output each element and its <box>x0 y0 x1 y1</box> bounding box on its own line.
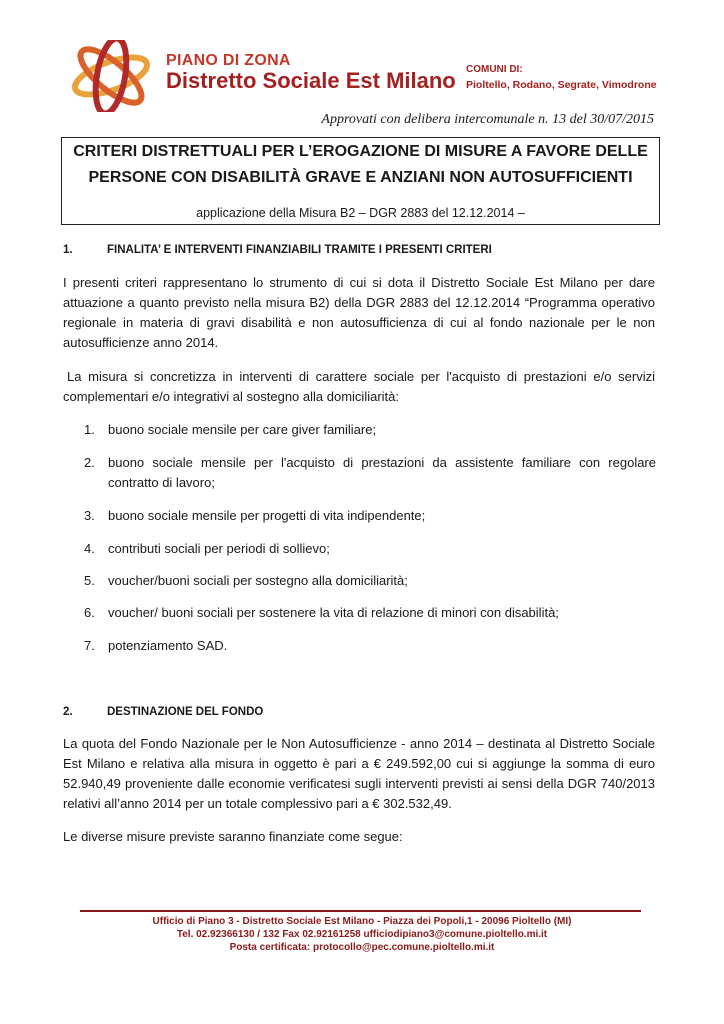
list-item-text: buono sociale mensile per care giver familiare; <box>108 422 377 437</box>
section-2-title: DESTINAZIONE DEL FONDO <box>107 706 264 718</box>
footer-address: Ufficio di Piano 3 - Distretto Sociale Est Milano - Piazza dei Popoli,1 - 20096 Pioltello (MI) <box>152 916 572 927</box>
section-2-number: 2. <box>63 706 73 718</box>
section-1-paragraph-1: I presenti criteri rappresentano lo strumento di cui si dota il Distretto Sociale Est Milano per dare attuazione a quanto previsto nella misura B2) della DGR 2883 del 12.12.2014 “Programma operativo regionale in materia di gravi disabilità e non autosufficienza di cui al fondo nazionale per le non autosufficienze anno 2014. <box>63 275 655 350</box>
list-item-number: 2. <box>84 455 95 470</box>
comuni-list: Pioltello, Rodano, Segrate, Vimodrone <box>466 79 657 91</box>
section-1-number: 1. <box>63 244 73 256</box>
footer-divider <box>80 910 641 912</box>
section-1-paragraph-2: La misura si concretizza in interventi di carattere sociale per l'acquisto di prestazioni e/o servizi complementari e/o integrativi al sostegno alla domiciliarità: <box>63 369 655 404</box>
section-1-title: FINALITA’ E INTERVENTI FINANZIABILI TRAMITE I PRESENTI CRITERI <box>107 244 492 256</box>
list-item-number: 3. <box>84 508 95 523</box>
approval-note: Approvati con delibera intercomunale n. 13 del 30/07/2015 <box>321 112 654 127</box>
piano-di-zona-logo-icon <box>66 40 156 112</box>
list-item-number: 4. <box>84 541 95 556</box>
list-item-text: voucher/buoni sociali per sostegno alla domiciliarità; <box>108 573 408 588</box>
footer-contacts: Tel. 02.92366130 / 132 Fax 02.92161258 ufficiodipiano3@comune.pioltello.mi.it <box>176 929 548 940</box>
footer-pec: Posta certificata: protocollo@pec.comune.pioltello.mi.it <box>229 942 495 953</box>
list-item-text: contributi sociali per periodi di sollievo; <box>108 541 330 556</box>
list-item-number: 1. <box>84 422 95 437</box>
document-title-line-2: PERSONE CON DISABILITÀ GRAVE E ANZIANI NON AUTOSUFFICIENTI <box>88 169 633 186</box>
comuni-label: COMUNI DI: <box>466 64 523 75</box>
list-item-text: buono sociale mensile per progetti di vita indipendente; <box>108 508 426 523</box>
brand-top-text: PIANO DI ZONA <box>166 52 291 69</box>
title-box <box>61 137 660 225</box>
document-subtitle: applicazione della Misura B2 – DGR 2883 del 12.12.2014 – <box>196 206 525 220</box>
brand-main-text: Distretto Sociale Est Milano <box>166 68 456 93</box>
list-item-text: buono sociale mensile per l'acquisto di prestazioni da assistente familiare con regolare contratto di lavoro; <box>108 455 656 490</box>
list-item-text: potenziamento SAD. <box>108 638 228 653</box>
list-item-text: voucher/ buoni sociali per sostenere la vita di relazione di minori con disabilità; <box>108 605 559 620</box>
list-item-number: 7. <box>84 638 95 653</box>
section-2-paragraph-1: La quota del Fondo Nazionale per le Non Autosufficienze - anno 2014 – destinata al Distretto Sociale Est Milano e relativa alla misura in oggetto è pari a € 249.592,00 cui si aggiunge la somma di euro 52.940,49 proveniente dalle economie verificatesi sugli interventi previsti ai sensi della DGR 740/2013 relativi all’anno 2014 per un totale complessivo pari a € 302.532,49. <box>63 736 655 811</box>
list-item-number: 6. <box>84 605 95 620</box>
section-2-paragraph-2: Le diverse misure previste saranno finanziate come segue: <box>63 829 403 844</box>
document-title-line-1: CRITERI DISTRETTUALI PER L’EROGAZIONE DI MISURE A FAVORE DELLE <box>73 143 648 160</box>
list-item-number: 5. <box>84 573 95 588</box>
